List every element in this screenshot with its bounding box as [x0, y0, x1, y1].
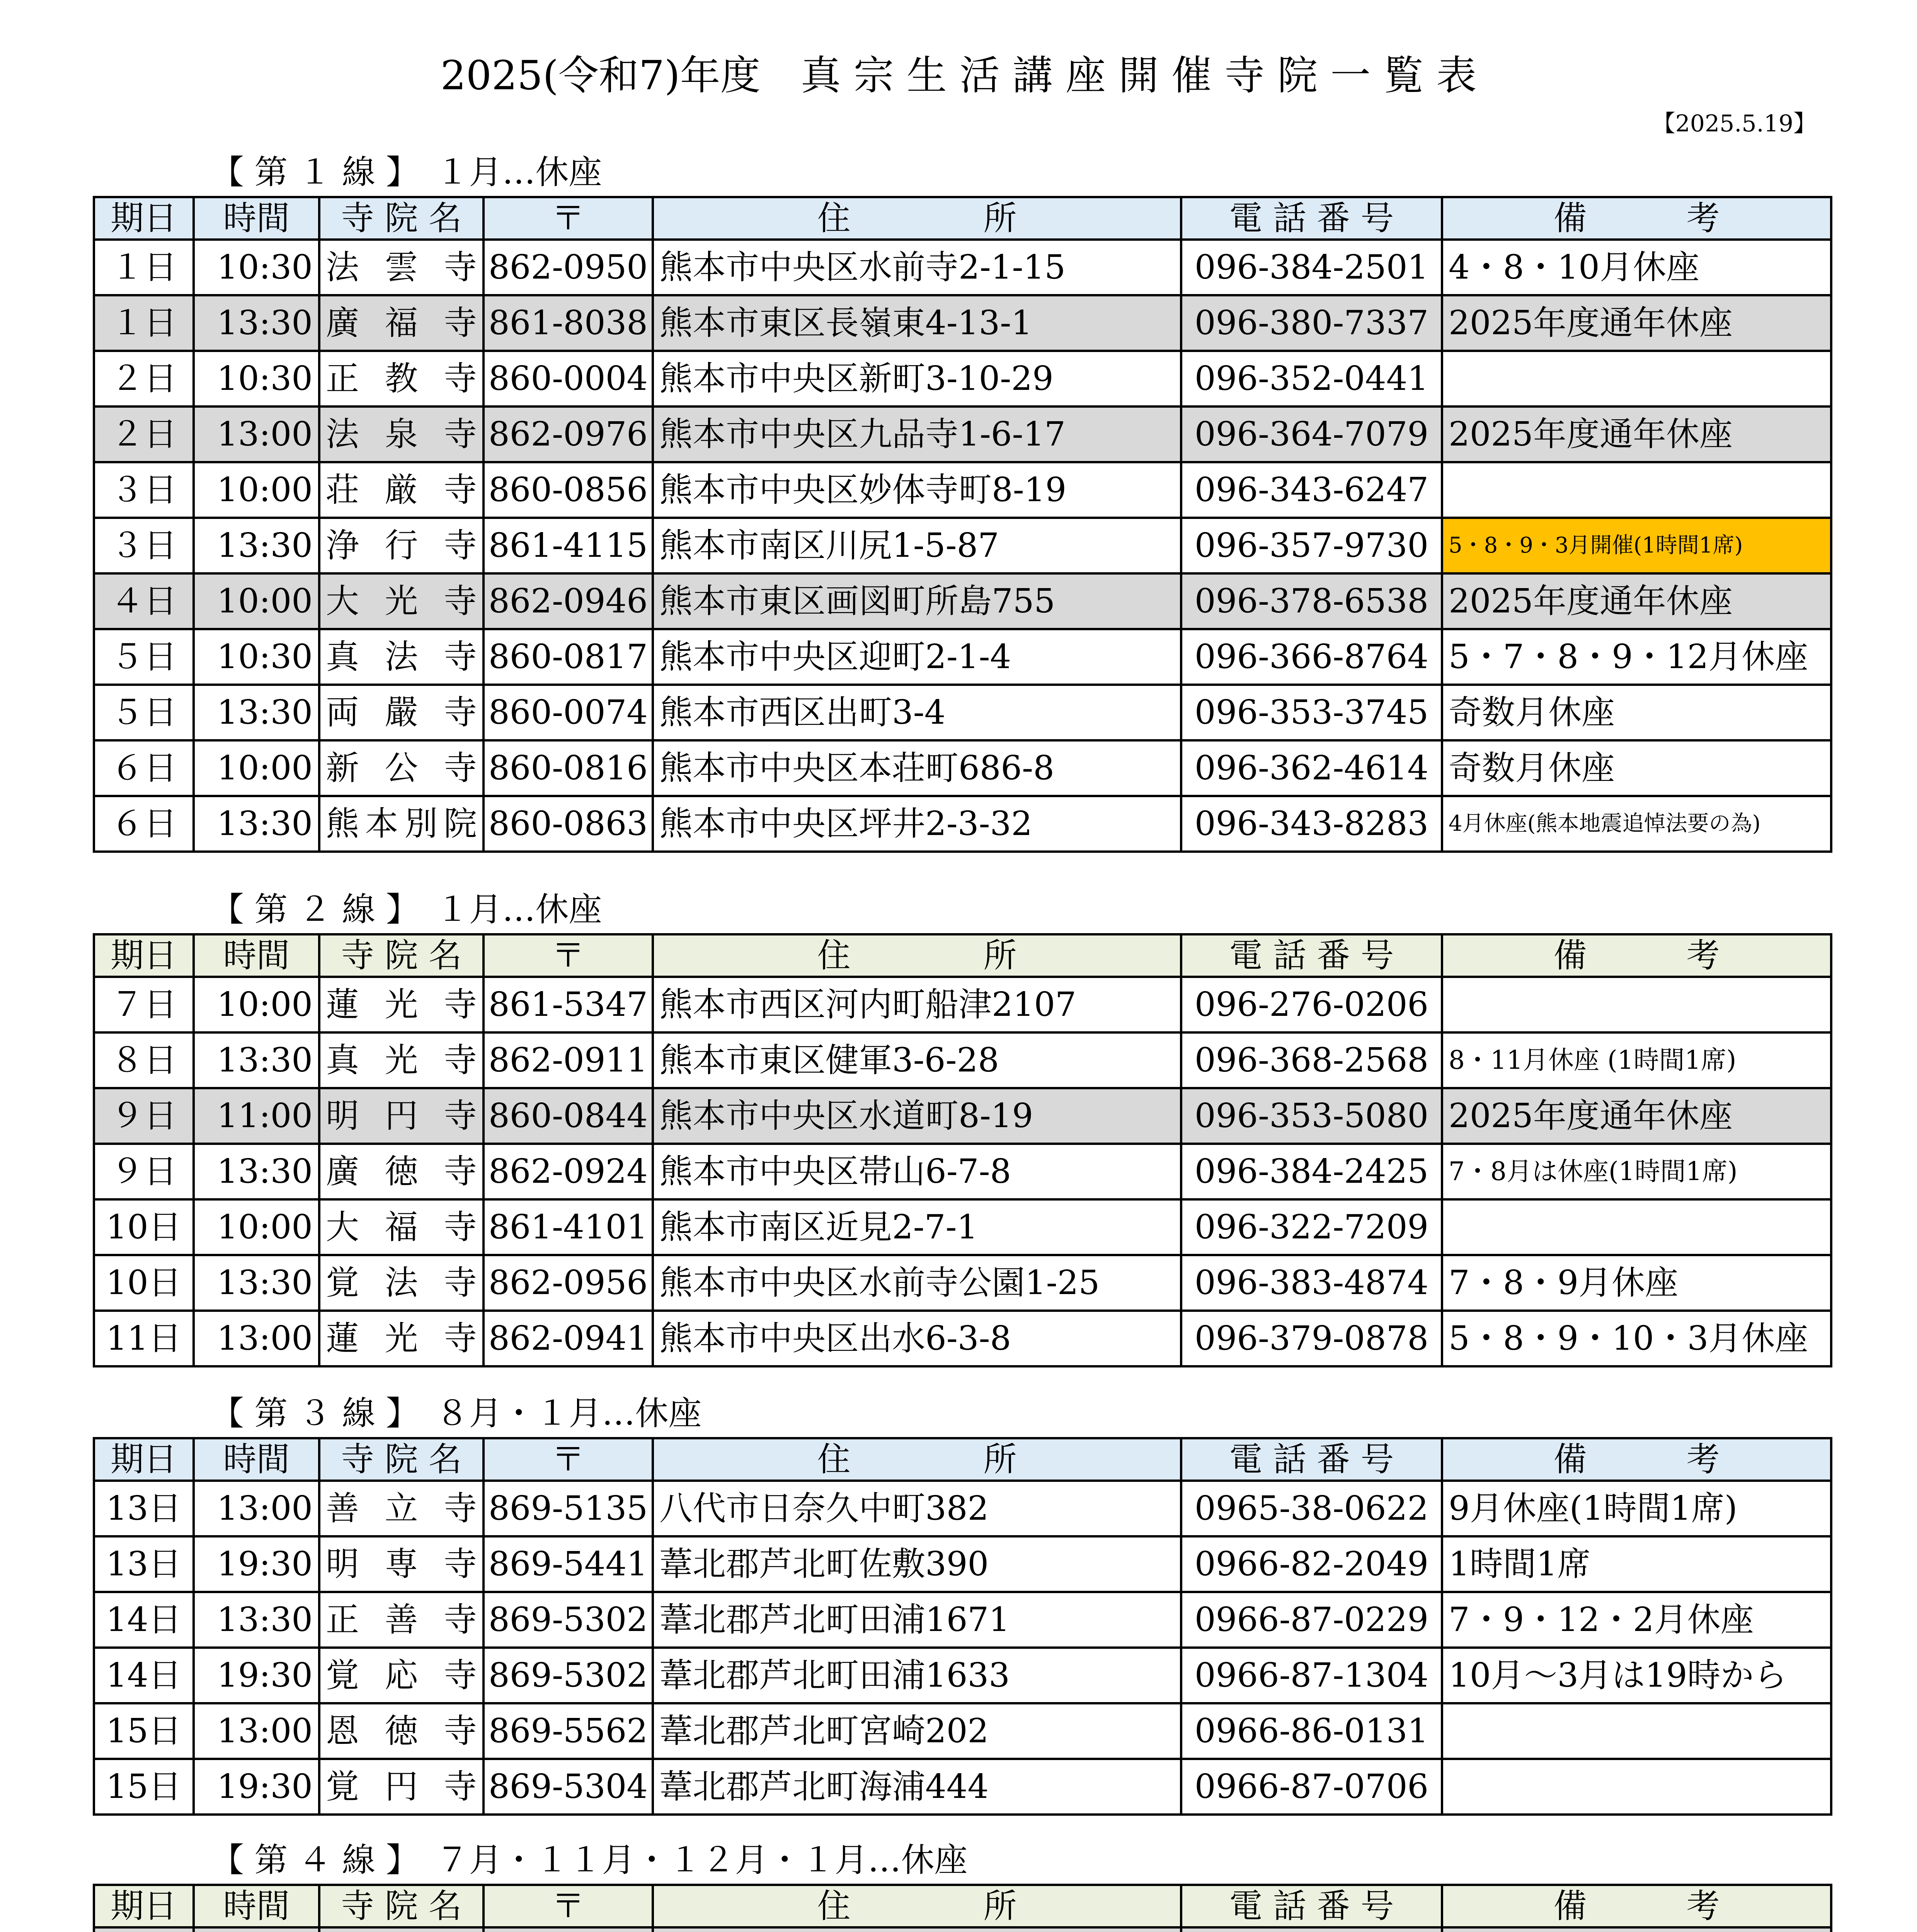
cell-note: [1442, 1703, 1831, 1759]
cell-temple: 明専寺: [319, 1536, 484, 1592]
cell-zip: 869-5441: [484, 1536, 653, 1592]
cell-time: 13:30: [194, 1144, 319, 1199]
cell-day: [94, 1927, 194, 1932]
table-header-row: [94, 934, 1831, 977]
cell-time: 13:30: [194, 518, 319, 573]
cell-temple: 法雲寺: [319, 240, 484, 295]
cell-note: 奇数月休座: [1442, 740, 1831, 796]
cell-address: 熊本市中央区迎町2-1-4: [653, 629, 1181, 685]
table-row: [94, 518, 1831, 573]
header-tel: 電 話 番 号: [1181, 1885, 1442, 1927]
cell-day: ４日: [94, 573, 194, 629]
cell-temple: 大光寺: [319, 573, 484, 629]
table-row: [94, 1032, 1831, 1088]
cell-address: 葦北郡芦北町海浦444: [653, 1759, 1181, 1815]
cell-tel: 096-379-0878: [1181, 1311, 1442, 1366]
cell-address: 熊本市東区画図町所島755: [653, 573, 1181, 629]
revision-date: 【2025.5.19】: [1652, 110, 1817, 137]
cell-zip: 869-5135: [484, 1481, 653, 1536]
cell-address: 熊本市東区健軍3-6-28: [653, 1032, 1181, 1088]
cell-temple: 廣徳寺: [319, 1144, 484, 1199]
cell-day: ８日: [94, 1032, 194, 1088]
cell-address: [653, 1927, 1181, 1932]
table-row: [94, 1703, 1831, 1759]
table-row: [94, 977, 1831, 1032]
cell-day: 14日: [94, 1592, 194, 1648]
cell-tel: 096-276-0206: [1181, 977, 1442, 1032]
cell-temple: 荘厳寺: [319, 462, 484, 518]
cell-tel: 096-353-3745: [1181, 685, 1442, 740]
cell-note: 7・8・9月休座: [1442, 1255, 1831, 1311]
cell-tel: 0965-38-0622: [1181, 1481, 1442, 1536]
cell-day: ３日: [94, 462, 194, 518]
table-row: [94, 740, 1831, 796]
header-time: 時間: [194, 197, 319, 240]
cell-address: 熊本市中央区九品寺1-6-17: [653, 406, 1181, 462]
cell-tel: 096-343-6247: [1181, 462, 1442, 518]
cell-note: 8・11月休座 (1時間1席): [1442, 1032, 1831, 1088]
cell-note: 1時間1席: [1442, 1536, 1831, 1592]
cell-tel: 096-380-7337: [1181, 295, 1442, 351]
cell-address: 熊本市東区長嶺東4-13-1: [653, 295, 1181, 351]
cell-address: 熊本市中央区帯山6-7-8: [653, 1144, 1181, 1199]
cell-day: 13日: [94, 1481, 194, 1536]
cell-note: [1442, 351, 1831, 406]
cell-time: 11:00: [194, 1088, 319, 1144]
cell-zip: 860-0844: [484, 1088, 653, 1144]
cell-note: [1442, 1759, 1831, 1815]
section-table-1: [93, 196, 1832, 853]
table-row: [94, 462, 1831, 518]
header-tel: 電 話 番 号: [1181, 934, 1442, 977]
cell-zip: 860-0863: [484, 796, 653, 852]
cell-time: 13:30: [194, 1255, 319, 1311]
table-row: [94, 240, 1831, 295]
cell-time: 10:30: [194, 351, 319, 406]
table-row: [94, 1927, 1831, 1932]
cell-tel: 096-366-8764: [1181, 629, 1442, 685]
cell-time: 13:00: [194, 1481, 319, 1536]
section-heading-2: 【 第 ２ 線 】 １月…休座: [211, 890, 602, 929]
cell-zip: 860-0816: [484, 740, 653, 796]
cell-zip: 862-0956: [484, 1255, 653, 1311]
cell-day: ７日: [94, 977, 194, 1032]
cell-note: 2025年度通年休座: [1442, 573, 1831, 629]
table-row: [94, 1255, 1831, 1311]
header-time: 時間: [194, 934, 319, 977]
header-note: 備 考: [1442, 1885, 1831, 1927]
table-row: [94, 1592, 1831, 1648]
cell-temple: 明円寺: [319, 1088, 484, 1144]
cell-tel: 0966-87-0229: [1181, 1592, 1442, 1648]
cell-time: 13:00: [194, 406, 319, 462]
cell-temple: 真法寺: [319, 629, 484, 685]
cell-address: 熊本市中央区本荘町686-8: [653, 740, 1181, 796]
header-zip: 〒: [484, 197, 653, 240]
table-row: [94, 295, 1831, 351]
cell-time: 10:00: [194, 573, 319, 629]
cell-time: 10:30: [194, 240, 319, 295]
cell-day: ２日: [94, 351, 194, 406]
cell-note: 2025年度通年休座: [1442, 295, 1831, 351]
cell-note: [1442, 977, 1831, 1032]
cell-day: ３日: [94, 518, 194, 573]
section-heading-3: 【 第 ３ 線 】 ８月・１月…休座: [211, 1394, 702, 1433]
header-tel: 電 話 番 号: [1181, 197, 1442, 240]
cell-note: 5・8・9・3月開催(1時間1席): [1442, 518, 1831, 573]
table-row: [94, 1144, 1831, 1199]
cell-tel: 096-378-6538: [1181, 573, 1442, 629]
cell-day: 14日: [94, 1648, 194, 1703]
header-address: 住 所: [653, 197, 1181, 240]
table-header-row: [94, 197, 1831, 240]
cell-note: 2025年度通年休座: [1442, 406, 1831, 462]
cell-tel: 096-383-4874: [1181, 1255, 1442, 1311]
header-address: 住 所: [653, 934, 1181, 977]
cell-zip: 869-5304: [484, 1759, 653, 1815]
cell-time: 10:00: [194, 1199, 319, 1255]
cell-zip: 869-5302: [484, 1648, 653, 1703]
cell-temple: 浄行寺: [319, 518, 484, 573]
cell-tel: 0966-82-2049: [1181, 1536, 1442, 1592]
cell-temple: 覚応寺: [319, 1648, 484, 1703]
cell-address: 熊本市中央区妙体寺町8-19: [653, 462, 1181, 518]
section-table-4: [93, 1884, 1832, 1932]
cell-note: 5・7・8・9・12月休座: [1442, 629, 1831, 685]
header-name: 寺 院 名: [319, 1438, 484, 1481]
table-row: [94, 1648, 1831, 1703]
cell-tel: 096-343-8283: [1181, 796, 1442, 852]
header-day: 期日: [94, 197, 194, 240]
section-table-2: [93, 933, 1832, 1367]
cell-time: 19:30: [194, 1536, 319, 1592]
cell-address: 熊本市中央区水前寺2-1-15: [653, 240, 1181, 295]
cell-day: ９日: [94, 1088, 194, 1144]
cell-address: 熊本市南区近見2-7-1: [653, 1199, 1181, 1255]
cell-temple: 恩徳寺: [319, 1703, 484, 1759]
table-row: [94, 1481, 1831, 1536]
cell-note: [1442, 462, 1831, 518]
cell-address: 八代市日奈久中町382: [653, 1481, 1181, 1536]
cell-tel: 096-322-7209: [1181, 1199, 1442, 1255]
table-header-row: [94, 1885, 1831, 1927]
cell-time: 13:30: [194, 1592, 319, 1648]
cell-temple: 大福寺: [319, 1199, 484, 1255]
cell-tel: 0966-87-0706: [1181, 1759, 1442, 1815]
cell-zip: 860-0817: [484, 629, 653, 685]
cell-day: １日: [94, 240, 194, 295]
cell-day: 15日: [94, 1703, 194, 1759]
cell-address: 葦北郡芦北町宮崎202: [653, 1703, 1181, 1759]
cell-note: [1442, 1199, 1831, 1255]
cell-tel: [1181, 1927, 1442, 1932]
header-address: 住 所: [653, 1885, 1181, 1927]
cell-day: ９日: [94, 1144, 194, 1199]
cell-temple: 熊本別院: [319, 796, 484, 852]
cell-zip: 860-0004: [484, 351, 653, 406]
cell-temple: 廣福寺: [319, 295, 484, 351]
cell-note: [1442, 1927, 1831, 1932]
cell-address: 熊本市中央区新町3-10-29: [653, 351, 1181, 406]
cell-tel: 096-353-5080: [1181, 1088, 1442, 1144]
cell-zip: 869-5562: [484, 1703, 653, 1759]
section-table-3: [93, 1437, 1832, 1816]
cell-day: 15日: [94, 1759, 194, 1815]
cell-zip: 869-5302: [484, 1592, 653, 1648]
cell-day: ６日: [94, 796, 194, 852]
cell-time: 13:30: [194, 1032, 319, 1088]
cell-temple: 両嚴寺: [319, 685, 484, 740]
table-row: [94, 351, 1831, 406]
table-row: [94, 796, 1831, 852]
cell-temple: [319, 1927, 484, 1932]
table-row: [94, 685, 1831, 740]
cell-address: 熊本市中央区水道町8-19: [653, 1088, 1181, 1144]
document-title: 2025(令和7)年度 真 宗 生 活 講 座 開 催 寺 院 一 覧 表: [440, 52, 1477, 99]
header-day: 期日: [94, 1438, 194, 1481]
cell-tel: 0966-86-0131: [1181, 1703, 1442, 1759]
cell-tel: 096-357-9730: [1181, 518, 1442, 573]
cell-address: 葦北郡芦北町田浦1633: [653, 1648, 1181, 1703]
cell-tel: 096-384-2425: [1181, 1144, 1442, 1199]
cell-time: 10:00: [194, 977, 319, 1032]
header-note: 備 考: [1442, 197, 1831, 240]
cell-temple: 蓮光寺: [319, 1311, 484, 1366]
cell-temple: 正善寺: [319, 1592, 484, 1648]
cell-temple: 蓮光寺: [319, 977, 484, 1032]
cell-day: 10日: [94, 1255, 194, 1311]
cell-day: ５日: [94, 685, 194, 740]
cell-zip: 862-0924: [484, 1144, 653, 1199]
cell-day: 10日: [94, 1199, 194, 1255]
cell-note: 奇数月休座: [1442, 685, 1831, 740]
table-row: [94, 1759, 1831, 1815]
section-heading-1: 【 第 １ 線 】 １月…休座: [211, 153, 602, 192]
cell-zip: 862-0946: [484, 573, 653, 629]
header-note: 備 考: [1442, 1438, 1831, 1481]
cell-zip: 861-8038: [484, 295, 653, 351]
header-zip: 〒: [484, 934, 653, 977]
cell-tel: 096-362-4614: [1181, 740, 1442, 796]
header-name: 寺 院 名: [319, 1885, 484, 1927]
cell-time: 13:00: [194, 1703, 319, 1759]
header-day: 期日: [94, 1885, 194, 1927]
cell-address: 葦北郡芦北町佐敷390: [653, 1536, 1181, 1592]
cell-address: 熊本市西区出町3-4: [653, 685, 1181, 740]
cell-address: 熊本市南区川尻1-5-87: [653, 518, 1181, 573]
cell-note: 4月休座(熊本地震追悼法要の為): [1442, 796, 1831, 852]
header-name: 寺 院 名: [319, 934, 484, 977]
cell-address: 熊本市中央区出水6-3-8: [653, 1311, 1181, 1366]
cell-time: [194, 1927, 319, 1932]
cell-zip: 861-4115: [484, 518, 653, 573]
header-name: 寺 院 名: [319, 197, 484, 240]
header-time: 時間: [194, 1438, 319, 1481]
cell-tel: 096-352-0441: [1181, 351, 1442, 406]
cell-note: 2025年度通年休座: [1442, 1088, 1831, 1144]
cell-temple: 覚法寺: [319, 1255, 484, 1311]
cell-zip: 862-0911: [484, 1032, 653, 1088]
table-row: [94, 1088, 1831, 1144]
cell-tel: 096-384-2501: [1181, 240, 1442, 295]
header-day: 期日: [94, 934, 194, 977]
header-tel: 電 話 番 号: [1181, 1438, 1442, 1481]
cell-zip: 860-0074: [484, 685, 653, 740]
cell-zip: 861-4101: [484, 1199, 653, 1255]
cell-day: ５日: [94, 629, 194, 685]
cell-temple: 法泉寺: [319, 406, 484, 462]
header-time: 時間: [194, 1885, 319, 1927]
cell-address: 葦北郡芦北町田浦1671: [653, 1592, 1181, 1648]
cell-time: 13:30: [194, 295, 319, 351]
cell-day: 11日: [94, 1311, 194, 1366]
cell-note: 9月休座(1時間1席): [1442, 1481, 1831, 1536]
cell-tel: 096-364-7079: [1181, 406, 1442, 462]
header-address: 住 所: [653, 1438, 1181, 1481]
cell-note: 7・9・12・2月休座: [1442, 1592, 1831, 1648]
cell-zip: 862-0950: [484, 240, 653, 295]
table-row: [94, 1536, 1831, 1592]
section-heading-4: 【 第 ４ 線 】 ７月・１１月・１２月・１月…休座: [211, 1841, 968, 1879]
table-header-row: [94, 1438, 1831, 1481]
header-note: 備 考: [1442, 934, 1831, 977]
cell-tel: 096-368-2568: [1181, 1032, 1442, 1088]
cell-tel: 0966-87-1304: [1181, 1648, 1442, 1703]
cell-time: 19:30: [194, 1759, 319, 1815]
cell-note: 4・8・10月休座: [1442, 240, 1831, 295]
cell-time: 10:00: [194, 740, 319, 796]
cell-temple: 新公寺: [319, 740, 484, 796]
cell-address: 熊本市中央区坪井2-3-32: [653, 796, 1181, 852]
cell-zip: 862-0941: [484, 1311, 653, 1366]
cell-zip: 860-0856: [484, 462, 653, 518]
cell-address: 熊本市西区河内町船津2107: [653, 977, 1181, 1032]
cell-zip: 862-0976: [484, 406, 653, 462]
cell-temple: 正教寺: [319, 351, 484, 406]
cell-time: 13:00: [194, 1311, 319, 1366]
cell-time: 10:30: [194, 629, 319, 685]
table-row: [94, 406, 1831, 462]
table-row: [94, 573, 1831, 629]
cell-temple: 真光寺: [319, 1032, 484, 1088]
cell-address: 熊本市中央区水前寺公園1-25: [653, 1255, 1181, 1311]
table-row: [94, 1311, 1831, 1366]
cell-temple: 善立寺: [319, 1481, 484, 1536]
table-row: [94, 1199, 1831, 1255]
cell-day: ６日: [94, 740, 194, 796]
cell-zip: 861-5347: [484, 977, 653, 1032]
header-zip: 〒: [484, 1885, 653, 1927]
cell-time: 19:30: [194, 1648, 319, 1703]
cell-note: 7・8月は休座(1時間1席): [1442, 1144, 1831, 1199]
cell-note: 10月～3月は19時から: [1442, 1648, 1831, 1703]
cell-zip: [484, 1927, 653, 1932]
cell-day: ２日: [94, 406, 194, 462]
cell-note: 5・8・9・10・3月休座: [1442, 1311, 1831, 1366]
table-row: [94, 629, 1831, 685]
cell-temple: 覚円寺: [319, 1759, 484, 1815]
cell-time: 10:00: [194, 462, 319, 518]
cell-time: 13:30: [194, 685, 319, 740]
cell-time: 13:30: [194, 796, 319, 852]
header-zip: 〒: [484, 1438, 653, 1481]
cell-day: 13日: [94, 1536, 194, 1592]
cell-day: １日: [94, 295, 194, 351]
